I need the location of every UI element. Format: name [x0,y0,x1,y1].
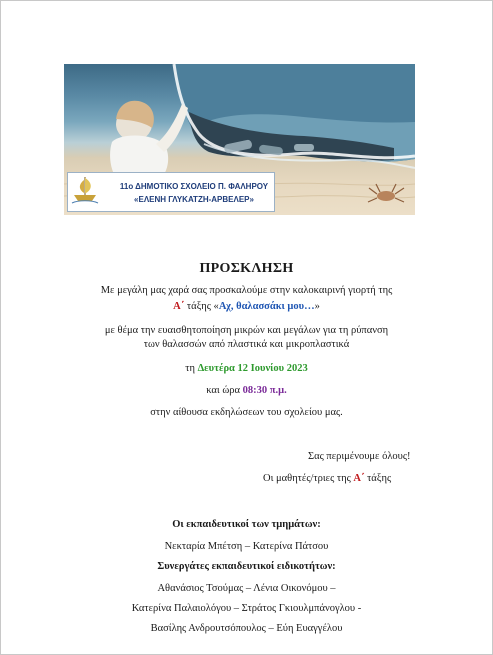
closing-greeting: Σας περιμένουμε όλους! [308,451,411,462]
date-prefix: τη [185,363,198,374]
signature-prefix: Οι μαθητές/τριες της [263,473,354,484]
teachers-heading: Οι εκπαιδευτικοί των τμημάτων: [172,519,321,530]
line2-mid-text: τάξης « [184,301,219,312]
invitation-line1: Με μεγάλη μας χαρά σας προσκαλούμε στην καλοκαιρινή γιορτή της [100,285,393,296]
closing-signature [263,473,391,484]
class-label: Α΄ [173,301,185,312]
specialists-line1: Αθανάσιος Τσούμας – Λένια Οικονόμου – [157,583,336,594]
event-venue: στην αίθουσα εκδηλώσεων του σχολείου μας. [150,407,343,418]
event-time-line [0,384,493,397]
specialists-line3: Βασίλης Ανδρουτσόπουλος – Εύη Ευαγγέλου [150,623,343,634]
school-name-line1: 11ο ΔΗΜΟΤΙΚΟ ΣΧΟΛΕΙΟ Π. ΦΑΛΗΡΟΥ [119,182,269,191]
school-name-line2: «ΕΛΕΝΗ ΓΛΥΚΑΤΖΗ-ΑΡΒΕΛΕΡ» [134,195,254,204]
event-time: 08:30 π.μ. [242,385,287,396]
specialists-line2: Κατερίνα Παλαιολόγου – Στράτος Γκιουλμπάνογλου - [131,603,362,614]
teachers-names: Νεκταρία Μπέτση – Κατερίνα Πάτσου [164,541,329,552]
signature-suffix: τάξης [364,473,392,484]
theme-line1: με θέμα την ευαισθητοποίηση μικρών και μεγάλων για τη ρύπανση [104,325,389,336]
theme-line2: των θαλασσών από πλαστικά και μικροπλαστικά [143,339,350,350]
specialists-heading: Συνεργάτες εκπαιδευτικοί ειδικοτήτων: [157,561,336,572]
school-logo-badge [67,172,275,212]
time-prefix: και ώρα [206,385,243,396]
invitation-title: ΠΡΟΣΚΛΗΣΗ [199,261,294,276]
header-illustration [64,64,415,215]
line2-end-text: » [314,301,320,312]
event-date-line [0,362,493,375]
signature-class: Α΄ [353,473,365,484]
event-date: Δευτέρα 12 Ιουνίου 2023 [197,363,308,374]
invitation-line2 [0,300,493,313]
ship-logo-icon [68,173,102,207]
event-name: Αχ, θαλασσάκι μου… [218,301,315,312]
